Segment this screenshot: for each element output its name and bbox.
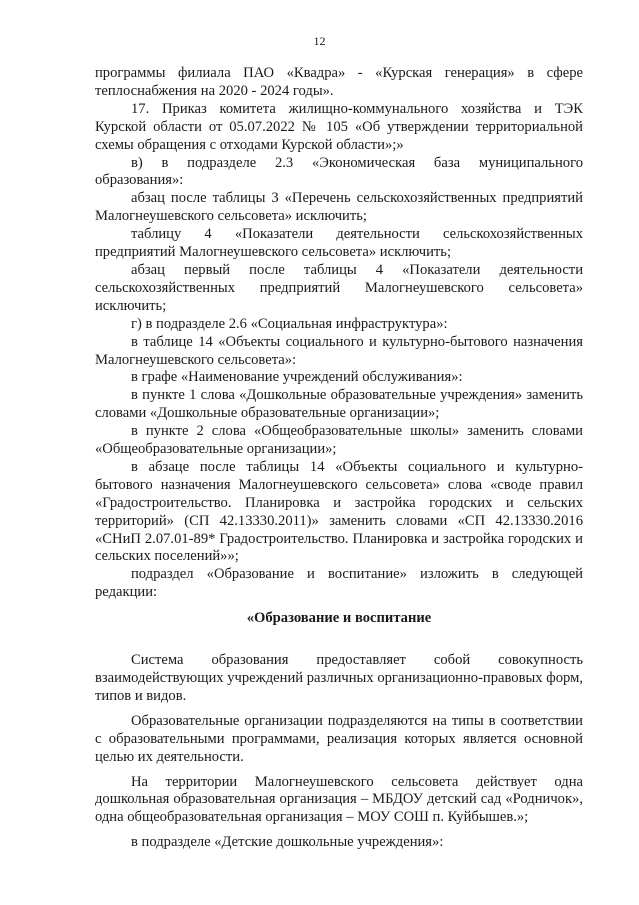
paragraph: подраздел «Образование и воспитание» изложить в следующей редакции: <box>95 566 583 601</box>
paragraph: в) в подразделе 2.3 «Экономическая база муниципального образования»: <box>95 154 583 189</box>
paragraph: в пункте 1 слова «Дошкольные образовательные учреждения» заменить словами «Дошкольные образовательные организации»; <box>95 387 583 422</box>
section-paragraph: На территории Малогнеушевского сельсовета действует одна дошкольная образовательная организация – МБДОУ детский сад «Родничок», одна общеобразовательная организация – МОУ СОШ п. Куйбышев.»; <box>95 773 583 826</box>
paragraph: г) в подразделе 2.6 «Социальная инфраструктура»: <box>131 315 448 332</box>
section-heading: «Образование и воспитание <box>246 610 432 627</box>
paragraph: программы филиала ПАО «Квадра» - «Курская генерация» в сфере теплоснабжения на 2020 - 2024 годы». <box>95 65 583 99</box>
paragraph: в абзаце после таблицы 14 «Объекты социального и культурно-бытового назначения Малогнеушевского сельсовета» слова «своде правил «Градостроительство. Планировка и застройка городских и сельских территорий» (СП 42.13330.2011)» заменить словами «СП 42.13330.2016 «СНиП 2.07.01-89* Градостроительство. Планировка и застройка городских и сельских поселений»»; <box>95 458 583 565</box>
paragraph: в графе «Наименование учреждений обслуживания»: <box>131 369 463 386</box>
section-paragraph: Образовательные организации подразделяются на типы в соответствии с образовательными программами, реализация которых является основной целью их деятельности. <box>95 712 583 765</box>
section-paragraph: Система образования предоставляет собой совокупность взаимодействующих учреждений различных организационно-правовых форм, типов и видов. <box>95 652 583 704</box>
paragraph: таблицу 4 «Показатели деятельности сельскохозяйственных предприятий Малогнеушевского сельсовета» исключить; <box>95 226 583 261</box>
paragraph: в пункте 2 слова «Общеобразовательные школы» заменить словами «Общеобразовательные организации»; <box>95 423 583 458</box>
paragraph: 17. Приказ комитета жилищно-коммунального хозяйства и ТЭК Курской области от 05.07.2022 № 105 «Об утверждении территориальной схемы обращения с отходами Курской области»;» <box>95 100 583 153</box>
page-number: 12 <box>313 34 326 48</box>
paragraph: абзац первый после таблицы 4 «Показатели деятельности сельскохозяйственных предприятий Малогнеушевского сельсовета» исключить; <box>95 261 583 314</box>
section-paragraph: в подразделе «Детские дошкольные учреждения»: <box>131 834 444 851</box>
document-body <box>95 65 583 852</box>
paragraph: в таблице 14 «Объекты социального и культурно-бытового назначения Малогнеушевского сельсовета»: <box>95 333 583 368</box>
paragraph: абзац после таблицы 3 «Перечень сельскохозяйственных предприятий Малогнеушевского сельсовета» исключить; <box>95 190 583 225</box>
